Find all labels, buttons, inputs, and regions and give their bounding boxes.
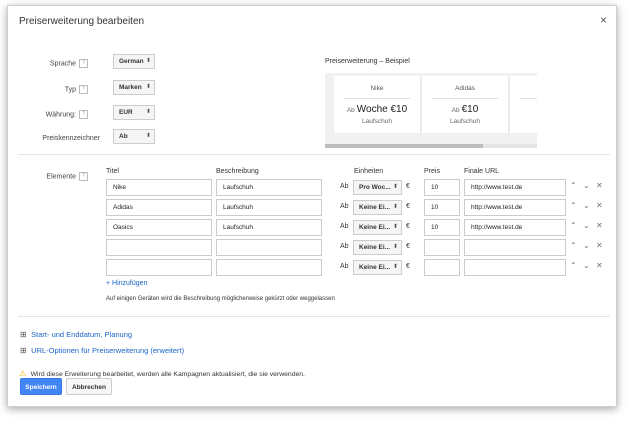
remove-row-icon[interactable]: ✕: [596, 221, 603, 230]
url-options-section-toggle[interactable]: [20, 340, 184, 358]
final-url-input[interactable]: [464, 259, 566, 276]
select-arrows-icon: ⬍: [392, 244, 398, 250]
select-arrows-icon: ⬍: [392, 264, 398, 270]
select-arrows-icon: ⬍: [145, 84, 151, 90]
remove-row-icon[interactable]: ✕: [596, 241, 603, 250]
language-label: [18, 59, 88, 68]
preview-card-name: Adidas: [455, 85, 475, 92]
title-input[interactable]: [106, 259, 212, 276]
elements-label-text: Elemente: [46, 173, 76, 181]
preview-card-price: [422, 104, 508, 115]
currency-symbol: €: [406, 223, 410, 230]
select-arrows-icon: ⬍: [392, 204, 398, 210]
select-arrows-icon: ⬍: [145, 133, 151, 139]
preview-card-partial: [510, 76, 537, 133]
remove-row-icon[interactable]: ✕: [596, 181, 603, 190]
divider: [18, 154, 610, 155]
description-input[interactable]: Laufschuh: [216, 219, 322, 236]
language-label-text: Sprache: [49, 60, 76, 68]
title-input[interactable]: Adidas: [106, 199, 212, 216]
unit-select-value: Keine Ei...: [359, 244, 391, 251]
save-button[interactable]: Speichern: [20, 378, 62, 395]
unit-select-value: Keine Ei...: [359, 204, 391, 211]
divider: [344, 98, 410, 99]
description-input[interactable]: [216, 239, 322, 256]
currency-select[interactable]: [113, 105, 155, 120]
price-input[interactable]: 10: [424, 199, 460, 216]
expand-icon: ⊞: [20, 330, 27, 339]
preview-card-desc: Laufschuh: [362, 118, 392, 125]
price-input[interactable]: [424, 259, 460, 276]
type-label: [18, 85, 88, 94]
divider: [432, 98, 498, 99]
unit-select[interactable]: [353, 240, 402, 255]
help-icon[interactable]: ?: [79, 85, 88, 94]
price-input[interactable]: [424, 239, 460, 256]
price-input[interactable]: 10: [424, 179, 460, 196]
unit-select-value: Pro Woc...: [359, 184, 391, 191]
warning-message: [19, 363, 305, 381]
preview-card-price: [334, 104, 420, 115]
price-prefix: Ab: [346, 107, 355, 114]
price-qualifier-label: Preiskennzeichner: [42, 135, 100, 142]
unit-select-value: Keine Ei...: [359, 224, 391, 231]
unit-select[interactable]: [353, 260, 402, 275]
title-input[interactable]: Oasics: [106, 219, 212, 236]
select-arrows-icon: ⬍: [392, 224, 398, 230]
truncation-note: Auf einigen Geräten wird die Beschreibung möglicherweise gekürzt oder weggelassen: [106, 296, 335, 302]
final-url-input[interactable]: http://www.test.de: [464, 179, 566, 196]
elements-label: [18, 172, 88, 181]
final-url-input[interactable]: [464, 239, 566, 256]
divider: [18, 316, 610, 317]
preview-title: Preiserweiterung – Beispiel: [325, 58, 410, 65]
preview-scrollbar[interactable]: [325, 144, 537, 148]
divider: [520, 98, 537, 99]
type-select[interactable]: [113, 80, 155, 95]
help-icon[interactable]: ?: [79, 110, 88, 119]
final-url-input[interactable]: http://www.test.de: [464, 199, 566, 216]
move-down-icon[interactable]: ⌄: [583, 201, 590, 210]
title-input[interactable]: [106, 239, 212, 256]
header-price: Preis: [424, 168, 440, 175]
qualifier-label: Ab: [340, 243, 349, 250]
unit-select[interactable]: [353, 180, 402, 195]
schedule-section-label: Start- und Enddatum, Planung: [31, 330, 133, 339]
type-select-value: Marken: [119, 84, 142, 91]
currency-symbol: €: [406, 183, 410, 190]
header-description: Beschreibung: [216, 168, 259, 175]
qualifier-label: Ab: [340, 263, 349, 270]
price-prefix: Ab: [451, 107, 460, 114]
help-icon[interactable]: ?: [79, 172, 88, 181]
currency-label-text: Währung:: [45, 111, 76, 119]
select-arrows-icon: ⬍: [392, 184, 398, 190]
move-up-icon[interactable]: ⌃: [570, 221, 577, 230]
help-icon[interactable]: ?: [79, 59, 88, 68]
currency-select-value: EUR: [119, 109, 133, 116]
move-down-icon[interactable]: ⌄: [583, 221, 590, 230]
cancel-button[interactable]: Abbrechen: [66, 378, 112, 395]
header-title: Titel: [106, 168, 119, 175]
unit-select[interactable]: [353, 220, 402, 235]
add-element-link[interactable]: + Hinzufügen: [106, 280, 148, 287]
close-icon[interactable]: ×: [599, 13, 607, 27]
move-up-icon[interactable]: ⌃: [570, 241, 577, 250]
warning-text: Wird diese Erweiterung bearbeitet, werden alle Kampagnen aktualisiert, die sie verwenden.: [30, 371, 305, 378]
price-input[interactable]: 10: [424, 219, 460, 236]
qualifier-label: Ab: [340, 203, 349, 210]
header-final-url: Finale URL: [464, 168, 500, 175]
title-input[interactable]: Nike: [106, 179, 212, 196]
select-arrows-icon: ⬍: [145, 109, 151, 115]
preview-card: [422, 76, 509, 133]
move-down-icon[interactable]: ⌄: [583, 241, 590, 250]
preview-card: [334, 76, 421, 133]
move-up-icon[interactable]: ⌃: [570, 261, 577, 270]
preview-card-name: Nike: [370, 85, 384, 92]
qualifier-label: Ab: [340, 183, 349, 190]
unit-select[interactable]: [353, 200, 402, 215]
expand-icon: ⊞: [20, 346, 27, 355]
warning-icon: ⚠: [19, 369, 27, 378]
description-input[interactable]: [216, 259, 322, 276]
move-up-icon[interactable]: ⌃: [570, 181, 577, 190]
preview-carousel: [325, 73, 537, 144]
header-units: Einheiten: [354, 168, 384, 175]
currency-symbol: €: [406, 263, 410, 270]
description-input[interactable]: Laufschuh: [216, 199, 322, 216]
currency-symbol: €: [406, 203, 410, 210]
select-arrows-icon: ⬍: [145, 58, 151, 64]
move-down-icon[interactable]: ⌄: [583, 261, 590, 270]
move-up-icon[interactable]: ⌃: [570, 201, 577, 210]
edit-price-extension-dialog: [7, 5, 617, 407]
unit-select-value: Keine Ei...: [359, 264, 391, 271]
price-qualifier-select-value: Ab: [119, 133, 128, 140]
final-url-input[interactable]: http://www.test.de: [464, 219, 566, 236]
preview-scrollbar-thumb[interactable]: [325, 144, 483, 148]
currency-symbol: €: [406, 243, 410, 250]
move-down-icon[interactable]: ⌄: [583, 181, 590, 190]
language-select-value: German: [119, 58, 144, 65]
language-select[interactable]: [113, 54, 155, 69]
type-label-text: Typ: [64, 86, 76, 94]
description-input[interactable]: Laufschuh: [216, 179, 322, 196]
dialog-title: Preiserweiterung bearbeiten: [19, 16, 145, 27]
price-value: Woche €10: [356, 104, 408, 115]
qualifier-label: Ab: [340, 223, 349, 230]
remove-row-icon[interactable]: ✕: [596, 201, 603, 210]
currency-label: [18, 110, 88, 119]
url-options-section-label: URL-Optionen für Preiserweiterung (erweitert): [31, 346, 185, 355]
price-qualifier-select[interactable]: [113, 129, 155, 144]
price-value: €10: [461, 104, 479, 115]
preview-card-desc: Laufschuh: [450, 118, 480, 125]
remove-row-icon[interactable]: ✕: [596, 261, 603, 270]
